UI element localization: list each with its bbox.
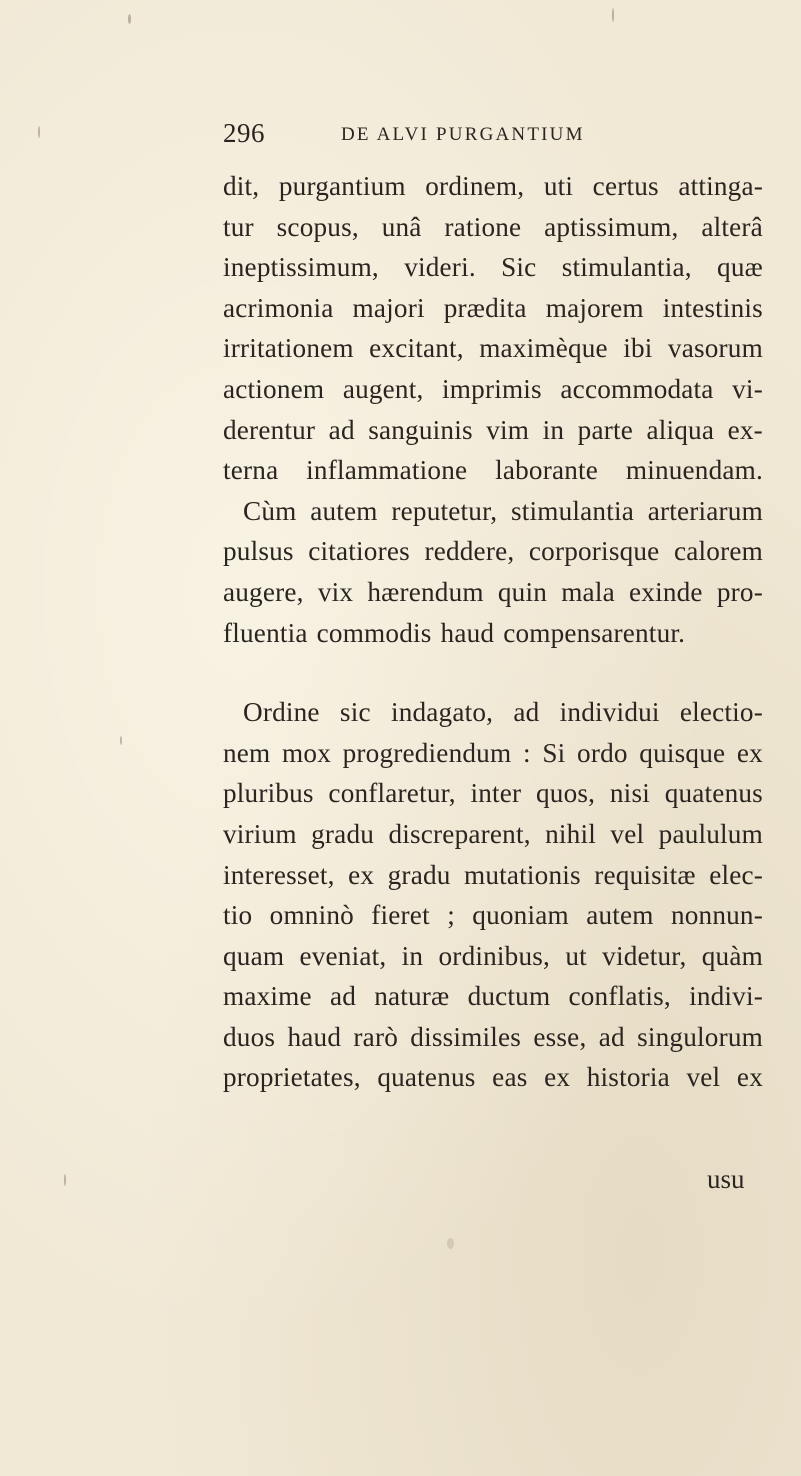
text-line: terna inflammatione laborante minuendam. xyxy=(223,455,763,486)
text-line: dit, purgantium ordinem, uti certus attinga- xyxy=(223,171,763,201)
text-line: irritationem excitant, maximèque ibi vasorum xyxy=(223,333,763,364)
text-line: duos haud rarò dissimiles esse, ad singulorum xyxy=(223,1021,763,1052)
text-line: acrimonia majori prædita majorem intestinis xyxy=(223,292,763,323)
paper-speck xyxy=(38,126,40,138)
text-line: interesset, ex gradu mutationis requisitæ elec- xyxy=(223,859,763,890)
paragraph-gap xyxy=(223,653,763,692)
page-number: 296 xyxy=(223,118,265,148)
text-line: augere, vix hærendum quin mala exinde pro- xyxy=(223,576,763,607)
paper-speck xyxy=(120,736,122,745)
text-line: proprietates, quatenus eas ex historia vel ex xyxy=(223,1062,763,1093)
text-line: tur scopus, unâ ratione aptissimum, alterâ xyxy=(223,211,763,242)
text-line: maxime ad naturæ ductum conflatis, indivi- xyxy=(223,981,763,1012)
text-line: virium gradu discreparent, nihil vel paululum xyxy=(223,818,763,849)
text-line: actionem augent, imprimis accommodata vi- xyxy=(223,373,763,404)
text-line: quam eveniat, in ordinibus, ut videtur, quàm xyxy=(223,940,763,971)
paper-speck xyxy=(612,8,614,22)
text-line: Cùm autem reputetur, stimulantia arteriarum xyxy=(243,495,763,526)
text-line: Ordine sic indagato, ad individui electio- xyxy=(243,697,763,728)
paper-speck xyxy=(64,1174,66,1186)
paper-speck xyxy=(447,1238,454,1249)
catchword: usu xyxy=(707,1164,745,1194)
paragraph xyxy=(223,692,763,1098)
text-line: nem mox progrediendum : Si ordo quisque ex xyxy=(223,737,763,768)
text-line: ineptissimum, videri. Sic stimulantia, quæ xyxy=(223,252,763,283)
body-text xyxy=(223,166,763,1098)
text-line: pluribus conflaretur, inter quos, nisi quatenus xyxy=(223,778,763,809)
paragraph xyxy=(223,166,763,653)
running-head xyxy=(223,118,703,158)
running-title: DE ALVI PURGANTIUM xyxy=(341,124,585,145)
text-line: tio omninò fieret ; quoniam autem nonnun- xyxy=(223,900,763,931)
paper-speck xyxy=(128,14,131,24)
text-line: derentur ad sanguinis vim in parte aliqua ex- xyxy=(223,414,763,445)
text-line: fluentia commodis haud compensarentur. xyxy=(223,617,686,648)
text-line: pulsus citatiores reddere, corporisque calorem xyxy=(223,536,763,567)
